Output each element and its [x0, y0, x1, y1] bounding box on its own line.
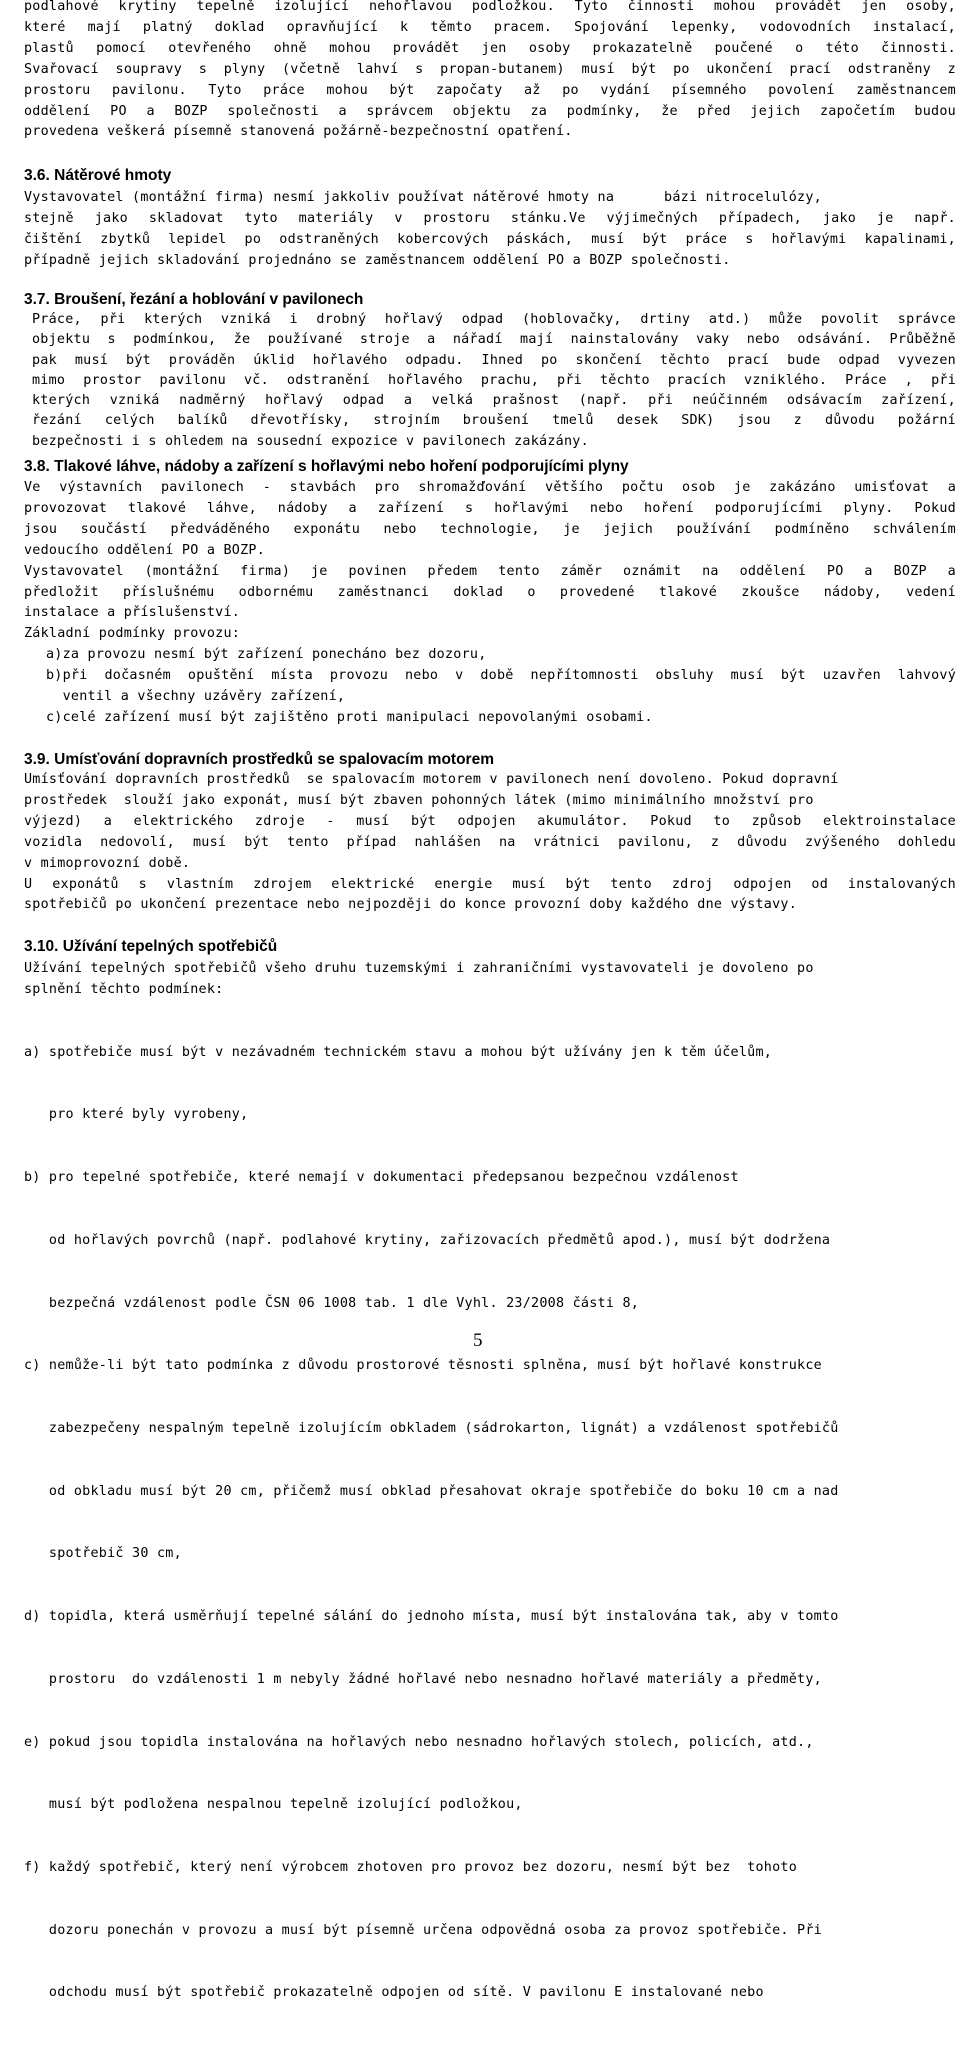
text-line: řezání celých balíků dřevotřísky, strojním broušení tmelů desek SDK) jsou z důvodu požární — [32, 413, 956, 429]
list-item: b) pro tepelné spotřebiče, které nemají v dokumentaci předepsanou bezpečnou vzdálenost — [24, 1170, 739, 1186]
list-item: zabezpečeny nespalným tepelně izolujícím obkladem (sádrokarton, lignát) a vzdálenost spotřebičů — [24, 1420, 839, 1436]
list-item: musí být podložena nespalnou tepelně izolující podložkou, — [24, 1797, 523, 1813]
text-line: instalace a příslušenství. — [24, 605, 241, 621]
text-line: U exponátů s vlastním zdrojem elektrické energie musí být tento zdroj odpojen od instalovaných — [24, 876, 956, 892]
text-line: čištění zbytků lepidel po odstraněných kobercových páskách, musí být práce s hořlavými kapalinami, — [24, 231, 956, 247]
list-item: a) spotřebiče musí být v nezávadném technickém stavu a mohou být užívány jen k těm účelům, — [24, 1044, 773, 1060]
text-line: spotřebičů po ukončení prezentace nebo nejpozději do konce provozní doby každého dne výstavy. — [24, 897, 798, 913]
section-text — [24, 478, 956, 645]
text-line: v mimoprovozní době. — [24, 855, 191, 871]
text-line: Vystavovatel (montážní firma) je povinen předem tento záměr oznámit na oddělení PO a BOZP a — [24, 563, 956, 579]
text-line: vedoucího oddělení PO a BOZP. — [24, 542, 266, 558]
list-item: b)při dočasném opuštění místa provozu nebo v době nepřítomnosti obsluhy musí být uzavřen lahvový — [46, 668, 956, 684]
section-heading: 3.9. Umísťování dopravních prostředků se spalovacím motorem — [24, 751, 494, 768]
text-line: provedena veškerá písemně stanovená požárně-bezpečnostní opatření. — [24, 124, 573, 140]
section-3-10 — [24, 937, 956, 2046]
text-line: pak musí být prováděn úklid hořlavého odpadu. Ihned po skončení těchto prací bude odpad vyvezen — [32, 352, 956, 368]
list-item: a)za provozu nesmí být zařízení ponecháno bez dozoru, — [46, 647, 487, 663]
list-item: c) nemůže-li být tato podmínka z důvodu prostorové těsnosti splněna, musí být hořlavé konstrukce — [24, 1358, 822, 1374]
text-line: bezpečnosti i s ohledem na sousední expozice v pavilonech zakázány. — [32, 433, 589, 449]
text-line: objektu s podmínkou, že používané stroje a nářadí mají nainstalovány vaky nebo odsávání. Průběžně — [32, 332, 956, 348]
section-3-7 — [24, 290, 956, 452]
section-heading: 3.7. Broušení, řezání a hoblování v pavilonech — [24, 291, 364, 308]
list-item: f) každý spotřebič, který není výrobcem zhotoven pro provoz bez dozoru, nesmí být bez tohoto — [24, 1859, 798, 1875]
conditions-list — [24, 645, 956, 729]
text-line: případně jejich skladování projednáno se zaměstnancem oddělení PO a BOZP společnosti. — [24, 252, 731, 268]
section-3-6 — [24, 166, 956, 272]
text-line: oddělení PO a BOZP společnosti a správcem objektu za podmínky, že před jejich započetím budou — [24, 103, 956, 119]
text-line: výjezd) a elektrického zdroje - musí být odpojen akumulátor. Pokud to způsob elektroinstalace — [24, 813, 956, 829]
text-line: vozidla nedovolí, musí být tento případ nahlášen na vrátnici pavilonu, z důvodu zvýšeného dohledu — [24, 834, 956, 850]
intro-text — [24, 0, 956, 143]
text-line: Umísťování dopravních prostředků se spalovacím motorem v pavilonech není dovoleno. Pokud dopravní — [24, 772, 839, 787]
intro-paragraph — [24, 0, 956, 143]
section-heading: 3.6. Nátěrové hmoty — [24, 167, 172, 184]
list-item: od obkladu musí být 20 cm, přičemž musí obklad přesahovat okraje spotřebiče do boku 10 cm a nad — [24, 1483, 839, 1499]
text-line: Práce, při kterých vzniká i drobný hořlavý odpad (hoblovačky, drtiny atd.) může povolit správce — [32, 312, 956, 327]
section-text — [24, 959, 956, 1001]
section-3-9 — [24, 750, 956, 916]
section-text — [24, 188, 956, 272]
text-line: Ve výstavních pavilonech - stavbách pro shromažďování většího počtu osob je zakázáno umisťovat a — [24, 480, 956, 495]
text-line: podlahové krytiny tepelně izolující nehořlavou podložkou. Tyto činnosti mohou provádět jen osoby, — [24, 0, 956, 14]
text-line: prostředek slouží jako exponát, musí být zbaven pohonných látek (mimo minimálního množství pro — [24, 792, 814, 808]
text-line: provozovat tlakové láhve, nádoby a zařízení s hořlavými nebo hoření podporujícími plyny. Pokud — [24, 500, 956, 516]
text-line: Užívání tepelných spotřebičů všeho druhu tuzemskými i zahraničními vystavovateli je dovoleno po — [24, 961, 814, 976]
section-3-8 — [24, 457, 956, 729]
text-line: splnění těchto podmínek: — [24, 981, 224, 997]
section-text — [24, 310, 956, 452]
list-item: e) pokud jsou topidla instalována na hořlavých nebo nesnadno hořlavých stolech, policích, atd., — [24, 1734, 814, 1750]
section-heading: 3.8. Tlakové láhve, nádoby a zařízení s hořlavými nebo hoření podporujícími plyny — [24, 458, 629, 475]
text-line: které mají platný doklad opravňující k těmto pracem. Spojování lepenky, vodovodních instalací, — [24, 19, 956, 35]
page-number: 5 — [473, 1330, 483, 1351]
text-line: Základní podmínky provozu: — [24, 626, 241, 642]
list-item: bezpečná vzdálenost podle ČSN 06 1008 tab. 1 dle Vyhl. 23/2008 části 8, — [24, 1295, 640, 1311]
conditions-list — [24, 1001, 956, 2046]
list-item: ventil a všechny uzávěry zařízení, — [46, 689, 346, 705]
list-item: c)celé zařízení musí být zajištěno proti manipulaci nepovolanými osobami. — [46, 709, 653, 725]
text-line: prostoru pavilonu. Tyto práce mohou být započaty až po vydání písemného povolení zaměstnancem — [24, 82, 956, 98]
list-item: odchodu musí být spotřebič prokazatelně odpojen od sítě. V pavilonu E instalované nebo — [24, 1985, 764, 2001]
list-item: d) topidla, která usměrňují tepelné sálání do jednoho místa, musí být instalována tak, aby v tomto — [24, 1609, 839, 1625]
text-line: Vystavovatel (montážní firma) nesmí jakkoliv používat nátěrové hmoty na bázi nitrocelulózy, — [24, 190, 822, 205]
list-item: od hořlavých povrchů (např. podlahové krytiny, zařizovacích předmětů apod.), musí být dodržena — [24, 1232, 831, 1248]
list-item: prostoru do vzdálenosti 1 m nebyly žádné hořlavé nebo nesnadno hořlavé materiály a předměty, — [24, 1671, 822, 1687]
list-item: spotřebič 30 cm, — [24, 1546, 182, 1562]
section-text — [24, 770, 956, 916]
section-heading: 3.10. Užívání tepelných spotřebičů — [24, 938, 278, 955]
text-line: mimo prostor pavilonu vč. odstranění hořlavého prachu, při těchto pracích vzniklého. Práce , při — [32, 372, 956, 388]
text-line: Svařovací soupravy s plyny (včetně lahví s propan-butanem) musí být po ukončení prací odstraněny z — [24, 61, 956, 77]
list-item: pro které byly vyrobeny, — [24, 1107, 249, 1123]
text-line: kterých vzniká nadměrný hořlavý odpad a velká prašnost (např. při neúčinném odsávacím zařízení, — [32, 393, 956, 409]
text-line: předložit příslušnému odbornému zaměstnanci doklad o provedené tlakové zkoušce nádoby, vedení — [24, 584, 956, 600]
text-line: stejně jako skladovat tyto materiály v prostoru stánku.Ve výjimečných případech, jako je např. — [24, 210, 956, 226]
text-line: plastů pomocí otevřeného ohně mohou provádět jen osoby prokazatelně poučené o této činnosti. — [24, 40, 956, 56]
text-line: jsou součástí předváděného exponátu nebo technologie, je jejich používání podmíněno schválením — [24, 521, 956, 537]
list-item: dozoru ponechán v provozu a musí být písemně určena odpovědná osoba za provoz spotřebiče. Při — [24, 1922, 822, 1938]
